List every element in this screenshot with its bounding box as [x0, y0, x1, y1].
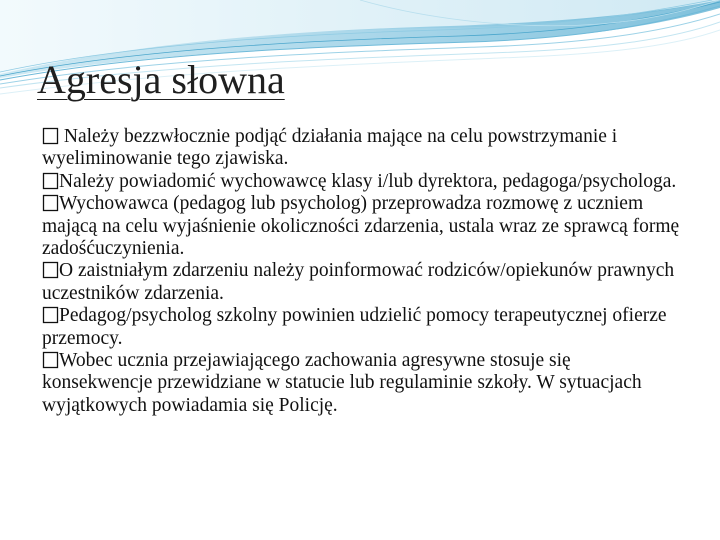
- list-item: [42, 171, 682, 193]
- list-item: [42, 305, 682, 350]
- list-item: [42, 350, 682, 417]
- list-item: [42, 260, 682, 305]
- body-text-list: [42, 126, 682, 417]
- list-item: [42, 193, 682, 260]
- replacement-glyph-icon: [42, 351, 59, 369]
- list-item-text: Wychowawca (pedagog lub psycholog) przeprowadza rozmowę z uczniem mającą na celu wyjaśnienie okoliczności zdarzenia, ustala wraz ze sprawcą formę zadośćuczynienia.: [42, 193, 680, 260]
- replacement-glyph-icon: [42, 172, 59, 190]
- list-item-text: Pedagog/psycholog szkolny powinien udzielić pomocy terapeutycznej ofierze przemocy.: [42, 305, 667, 349]
- list-item-text: Wobec ucznia przejawiającego zachowania agresywne stosuje się konsekwencje przewidziane w statucie lub regulaminie szkoły. W sytuacjach wyjątkowych powiadamia się Policję.: [42, 350, 642, 416]
- list-item-text: O zaistniałym zdarzeniu należy poinformować rodziców/opiekunów prawnych uczestników zdarzenia.: [42, 260, 675, 304]
- replacement-glyph-icon: [42, 261, 59, 279]
- list-item-text: Należy powiadomić wychowawcę klasy i/lub dyrektora, pedagoga/psychologa.: [59, 170, 677, 192]
- list-item-text: Należy bezzwłocznie podjąć działania mające na celu powstrzymanie i wyeliminowanie tego zjawiska.: [42, 126, 618, 170]
- list-item: [42, 126, 682, 171]
- replacement-glyph-icon: [42, 194, 59, 212]
- replacement-glyph-icon: [42, 306, 59, 324]
- replacement-glyph-icon: [42, 127, 59, 145]
- slide-title: Agresja słowna: [37, 57, 285, 102]
